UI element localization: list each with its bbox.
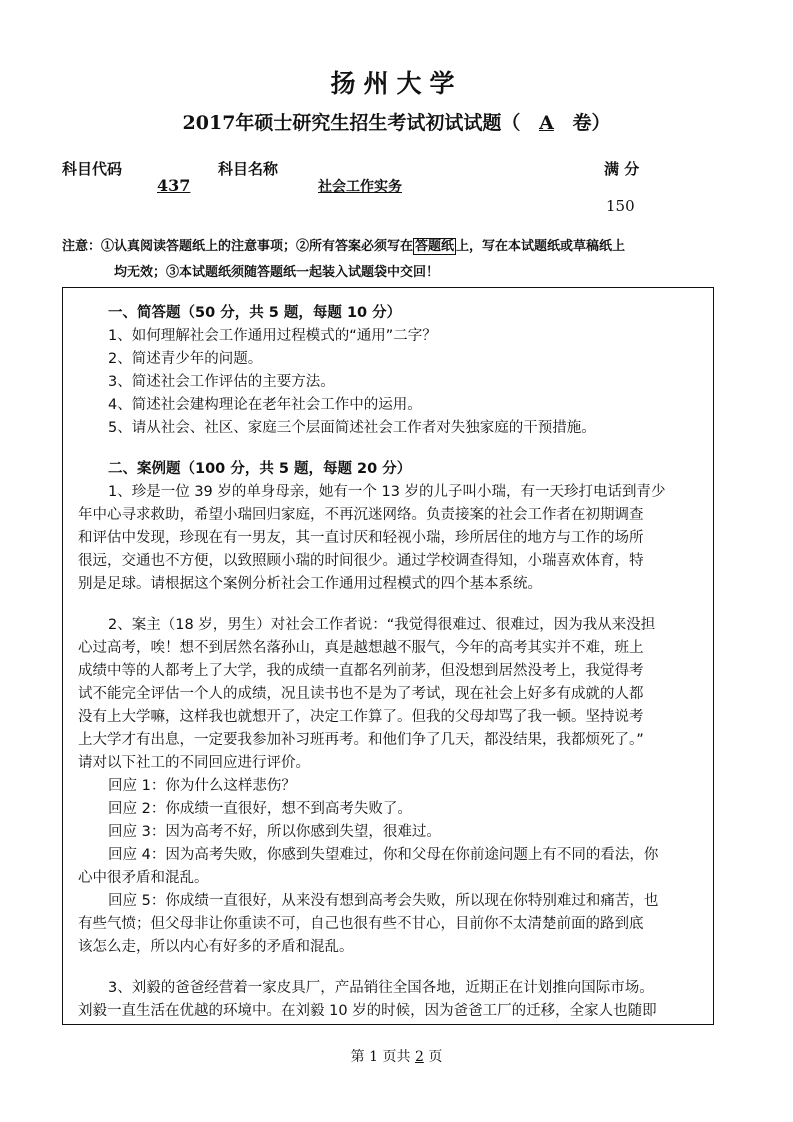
question-2: 2、简述青少年的问题。 bbox=[108, 351, 263, 367]
question-3: 3、简述社会工作评估的主要方法。 bbox=[108, 374, 335, 390]
notice-line-1 bbox=[62, 234, 748, 260]
case-line: 没有上大学嘛，这样我也就想开了，决定工作算了。但我的父母却骂了我一顿。坚持说考 bbox=[78, 709, 644, 725]
subject-code-label: 科目代码 bbox=[62, 160, 123, 178]
case-line bbox=[78, 1023, 705, 1025]
response-5-cont: 有些气愤；但父母非让你重读不可，自己也很有些不甘心，目前你不太清楚前面的路到底 bbox=[78, 916, 644, 932]
case-line: 成绩中等的人都考上了大学，我的成绩一直都名列前茅，但没想到居然没考上，我觉得考 bbox=[78, 663, 644, 679]
case-line: 试不能完全评估一个人的成绩，况且读书也不是为了考试，现在社会上好多有成就的人都 bbox=[78, 686, 644, 702]
notice bbox=[62, 234, 748, 286]
page-current: 1 bbox=[369, 1049, 379, 1065]
question-frame bbox=[62, 287, 714, 1025]
case-2 bbox=[78, 614, 705, 959]
section-1-heading: 一、简答题（50 分，共 5 题，每题 10 分） bbox=[108, 305, 402, 321]
paper-version: A bbox=[539, 112, 554, 134]
response-3: 回应 3：因为高考不好，所以你感到失望，很难过。 bbox=[108, 824, 441, 840]
response-1: 回应 1：你为什么这样悲伤？ bbox=[108, 778, 296, 794]
page-total: 2 bbox=[414, 1049, 424, 1065]
case-line: 3、刘毅的爸爸经营着一家皮具厂，产品销往全国各地，近期正在计划推向国际市场。 bbox=[108, 980, 654, 996]
response-2: 回应 2：你成绩一直很好，想不到高考失败了。 bbox=[108, 801, 412, 817]
case-line: 年中心寻求救助，希望小瑞回归家庭，不再沉迷网络。负责接案的社会工作者在初期调查 bbox=[78, 507, 644, 523]
exam-title-suffix: 卷） bbox=[572, 112, 611, 134]
question-5: 5、请从社会、社区、家庭三个层面简述社会工作者对失独家庭的干预措施。 bbox=[108, 420, 596, 436]
case-line: 很远，交通也不方便，以致照顾小瑞的时间很少。通过学校调查得知，小瑞喜欢体育，特 bbox=[78, 553, 644, 569]
page-label-mid: 页共 bbox=[382, 1049, 411, 1065]
notice-label: 注意： bbox=[62, 239, 102, 254]
case-1 bbox=[78, 481, 705, 596]
page-label-pre: 第 bbox=[350, 1049, 365, 1065]
response-4-cont: 心中很矛盾和混乱。 bbox=[78, 870, 209, 886]
notice-text-2: 上，写在本试题纸或草稿纸上 bbox=[456, 239, 626, 254]
subject-code: 437 bbox=[157, 176, 191, 195]
notice-text-1: ①认真阅读答题纸上的注意事项；②所有答案必须写在 bbox=[101, 239, 414, 254]
page-footer bbox=[0, 1046, 793, 1066]
question-1: 1、如何理解社会工作通用过程模式的“通用”二字？ bbox=[108, 328, 437, 344]
university-name: 扬州大学 bbox=[330, 69, 463, 98]
case-line: 和评估中发现，珍现在有一男友，其一直讨厌和轻视小瑞，珍所居住的地方与工作的场所 bbox=[78, 530, 644, 546]
notice-line-2: 均无效；③本试题纸须随答题纸一起装入试题袋中交回！ bbox=[114, 265, 440, 280]
page-label-post: 页 bbox=[428, 1049, 443, 1065]
full-score: 150 bbox=[606, 197, 635, 215]
response-4: 回应 4：因为高考失败，你感到失望难过，你和父母在你前途问题上有不同的看法，你 bbox=[108, 847, 659, 863]
response-5-cont: 该怎么走，所以内心有好多的矛盾和混乱。 bbox=[78, 939, 354, 955]
full-score-label: 满 分 bbox=[604, 160, 640, 178]
case-line: 上大学才有出息，一定要我参加补习班再考。和他们争了几天，都没结果，我都烦死了。” bbox=[78, 732, 644, 748]
case-line: 1、珍是一位 39 岁的单身母亲，她有一个 13 岁的儿子叫小瑞，有一天珍打电话到青少 bbox=[108, 484, 666, 500]
exam-title bbox=[0, 108, 793, 135]
subject-name: 社会工作实务 bbox=[318, 179, 402, 195]
case-line: 别是足球。请根据这个案例分析社会工作通用过程模式的四个基本系统。 bbox=[78, 576, 542, 592]
response-5: 回应 5：你成绩一直很好，从来没有想到高考会失败，所以现在你特别难过和痛苦，也 bbox=[108, 893, 659, 909]
case-line: 刘毅一直生活在优越的环境中。在刘毅 10 岁的时候，因为爸爸工厂的迁移，全家人也随即 bbox=[78, 1003, 657, 1019]
question-4: 4、简述社会建构理论在老年社会工作中的运用。 bbox=[108, 397, 422, 413]
case-line: 2、案主（18 岁，男生）对社会工作者说：“我觉得很难过、很难过，因为我从来没担 bbox=[108, 617, 656, 633]
answer-sheet-box: 答题纸 bbox=[415, 239, 455, 254]
exam-title-prefix: 2017年硕士研究生招生考试初试试题（ bbox=[182, 112, 521, 134]
case-3 bbox=[78, 977, 705, 1025]
subject-name-label: 科目名称 bbox=[218, 160, 279, 178]
case-line: 请对以下社工的不同回应进行评价。 bbox=[78, 755, 310, 771]
case-line: 心过高考，唉！想不到居然名落孙山，真是越想越不服气，今年的高考其实并不难，班上 bbox=[78, 640, 644, 656]
section-2-heading: 二、案例题（100 分，共 5 题，每题 20 分） bbox=[108, 461, 412, 477]
